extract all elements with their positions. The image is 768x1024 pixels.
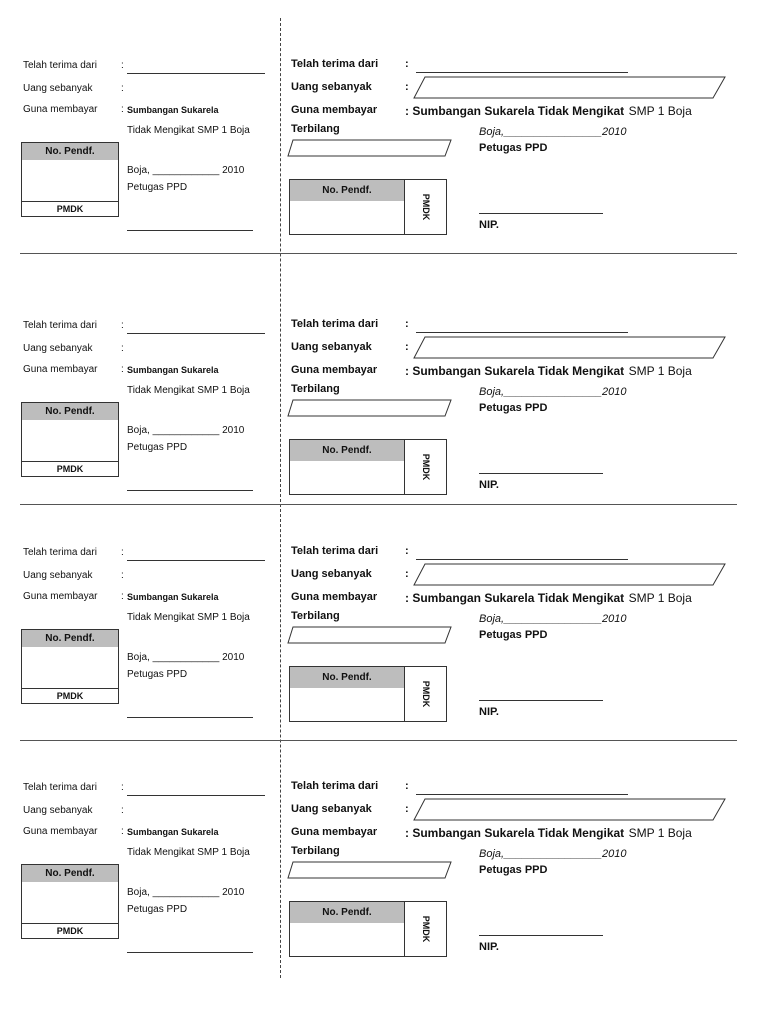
year: 2010 xyxy=(601,126,627,138)
stub-pmdk-label: PMDK xyxy=(22,461,118,476)
registration-box xyxy=(289,901,447,957)
stub-registration-box-header: No. Pendf. xyxy=(22,143,118,160)
stub-payment-for-label: Guna membayar xyxy=(23,591,98,602)
stub-received-from-field[interactable] xyxy=(127,73,265,74)
stub-received-from-field[interactable] xyxy=(127,333,265,334)
stub-purpose-line-1: Sumbangan Sukarela xyxy=(127,105,219,115)
stub-registration-box xyxy=(21,864,119,939)
stub-payment-for-label: Guna membayar xyxy=(23,104,98,115)
place-date xyxy=(479,848,626,860)
payment-for-label: Guna membayar xyxy=(291,826,378,838)
officer-label: Petugas PPD xyxy=(479,864,548,876)
stub-pmdk-label: PMDK xyxy=(22,688,118,703)
stub-colon: : xyxy=(121,570,124,581)
stub-place-date: Boja, ____________ 2010 xyxy=(127,887,245,898)
stub-pmdk-label: PMDK xyxy=(22,923,118,938)
registration-box xyxy=(289,179,447,235)
amount-label: Uang sebanyak xyxy=(291,803,372,815)
payment-purpose xyxy=(405,362,692,380)
officer-signature-line[interactable] xyxy=(479,700,603,701)
received-from-label: Telah terima dari xyxy=(291,780,379,792)
registration-box-header: No. Pendf. xyxy=(290,902,404,923)
pmdk-label: PMDK xyxy=(420,915,431,943)
payment-purpose-school: SMP 1 Boja xyxy=(628,364,692,378)
stub-received-from-label: Telah terima dari xyxy=(23,60,97,71)
stub-colon: : xyxy=(121,60,124,71)
payment-for-label: Guna membayar xyxy=(291,591,378,603)
stub-amount-label: Uang sebanyak xyxy=(23,805,93,816)
stub-received-from-field[interactable] xyxy=(127,795,265,796)
registration-box xyxy=(289,439,447,495)
in-words-label: Terbilang xyxy=(291,383,340,395)
year: 2010 xyxy=(601,848,627,860)
in-words-label: Terbilang xyxy=(291,845,340,857)
colon: : xyxy=(405,780,409,792)
stub-purpose-line-2: Tidak Mengikat SMP 1 Boja xyxy=(127,125,250,136)
in-words-field[interactable] xyxy=(287,861,453,880)
pmdk-label: PMDK xyxy=(420,680,431,708)
registration-box xyxy=(289,666,447,722)
place-name: Boja, xyxy=(479,386,505,398)
colon: : xyxy=(405,341,409,353)
stub-purpose-line-1: Sumbangan Sukarela xyxy=(127,592,219,602)
place-name: Boja, xyxy=(479,126,505,138)
amount-field[interactable] xyxy=(413,798,727,822)
colon: : xyxy=(405,318,409,330)
colon: : xyxy=(405,81,409,93)
payment-purpose xyxy=(405,824,692,842)
stub-received-from-label: Telah terima dari xyxy=(23,782,97,793)
cut-line-horizontal xyxy=(20,740,737,741)
officer-label: Petugas PPD xyxy=(479,402,548,414)
place-name: Boja, xyxy=(479,848,505,860)
payment-purpose xyxy=(405,102,692,120)
pmdk-column xyxy=(404,902,446,956)
stub-place-date: Boja, ____________ 2010 xyxy=(127,425,245,436)
pmdk-column xyxy=(404,667,446,721)
amount-label: Uang sebanyak xyxy=(291,81,372,93)
stub-signature-line[interactable] xyxy=(127,717,253,718)
stub-registration-box xyxy=(21,142,119,217)
pmdk-column xyxy=(404,440,446,494)
stub-place-date: Boja, ____________ 2010 xyxy=(127,652,245,663)
stub-pmdk-label: PMDK xyxy=(22,201,118,216)
registration-box-header: No. Pendf. xyxy=(290,440,404,461)
stub-colon: : xyxy=(121,547,124,558)
in-words-field[interactable] xyxy=(287,626,453,645)
stub-received-from-label: Telah terima dari xyxy=(23,547,97,558)
received-from-field[interactable] xyxy=(416,794,628,795)
in-words-field[interactable] xyxy=(287,399,453,418)
payment-for-label: Guna membayar xyxy=(291,364,378,376)
payment-purpose xyxy=(405,589,692,607)
stub-payment-for-label: Guna membayar xyxy=(23,364,98,375)
stub-officer-label: Petugas PPD xyxy=(127,182,188,193)
date-blank[interactable]: ________________ xyxy=(504,848,602,860)
received-from-label: Telah terima dari xyxy=(291,58,379,70)
place-date xyxy=(479,126,626,138)
received-from-field[interactable] xyxy=(416,332,628,333)
payment-purpose-school: SMP 1 Boja xyxy=(628,591,692,605)
amount-label: Uang sebanyak xyxy=(291,341,372,353)
nip-label: NIP. xyxy=(479,479,499,491)
stub-colon: : xyxy=(121,83,124,94)
cut-line-horizontal xyxy=(20,253,737,254)
year: 2010 xyxy=(601,386,627,398)
stub-payment-for-label: Guna membayar xyxy=(23,826,98,837)
stub-colon: : xyxy=(121,343,124,354)
stub-registration-box xyxy=(21,629,119,704)
colon: : xyxy=(405,58,409,70)
stub-amount-label: Uang sebanyak xyxy=(23,570,93,581)
colon: : xyxy=(405,803,409,815)
stub-officer-label: Petugas PPD xyxy=(127,669,188,680)
stub-colon: : xyxy=(121,826,124,837)
nip-label: NIP. xyxy=(479,219,499,231)
officer-label: Petugas PPD xyxy=(479,142,548,154)
payment-purpose-bold: : Sumbangan Sukarela Tidak Mengikat xyxy=(405,591,625,605)
stub-colon: : xyxy=(121,104,124,115)
stub-colon: : xyxy=(121,364,124,375)
stub-received-from-field[interactable] xyxy=(127,560,265,561)
colon: : xyxy=(405,568,409,580)
nip-label: NIP. xyxy=(479,706,499,718)
stub-registration-box-header: No. Pendf. xyxy=(22,403,118,420)
stub-officer-label: Petugas PPD xyxy=(127,442,188,453)
amount-label: Uang sebanyak xyxy=(291,568,372,580)
stub-place-date: Boja, ____________ 2010 xyxy=(127,165,245,176)
stub-signature-line[interactable] xyxy=(127,952,253,953)
payment-purpose-bold: : Sumbangan Sukarela Tidak Mengikat xyxy=(405,364,625,378)
received-from-field[interactable] xyxy=(416,559,628,560)
in-words-field[interactable] xyxy=(287,139,453,158)
pmdk-column xyxy=(404,180,446,234)
officer-signature-line[interactable] xyxy=(479,473,603,474)
amount-field[interactable] xyxy=(413,76,727,100)
stub-signature-line[interactable] xyxy=(127,490,253,491)
date-blank[interactable]: ________________ xyxy=(504,386,602,398)
date-blank[interactable]: ________________ xyxy=(504,126,602,138)
stub-amount-label: Uang sebanyak xyxy=(23,343,93,354)
place-date xyxy=(479,386,626,398)
received-from-label: Telah terima dari xyxy=(291,318,379,330)
stub-officer-label: Petugas PPD xyxy=(127,904,188,915)
officer-signature-line[interactable] xyxy=(479,213,603,214)
stub-colon: : xyxy=(121,782,124,793)
cut-line-horizontal xyxy=(20,504,737,505)
stub-registration-box-header: No. Pendf. xyxy=(22,630,118,647)
registration-box-header: No. Pendf. xyxy=(290,180,404,201)
officer-label: Petugas PPD xyxy=(479,629,548,641)
stub-purpose-line-1: Sumbangan Sukarela xyxy=(127,827,219,837)
year: 2010 xyxy=(601,613,627,625)
payment-purpose-school: SMP 1 Boja xyxy=(628,826,692,840)
place-name: Boja, xyxy=(479,613,505,625)
place-date xyxy=(479,613,626,625)
officer-signature-line[interactable] xyxy=(479,935,603,936)
date-blank[interactable]: ________________ xyxy=(504,613,602,625)
stub-signature-line[interactable] xyxy=(127,230,253,231)
received-from-field[interactable] xyxy=(416,72,628,73)
amount-field[interactable] xyxy=(413,563,727,587)
in-words-label: Terbilang xyxy=(291,610,340,622)
stub-colon: : xyxy=(121,805,124,816)
stub-purpose-line-2: Tidak Mengikat SMP 1 Boja xyxy=(127,612,250,623)
payment-purpose-bold: : Sumbangan Sukarela Tidak Mengikat xyxy=(405,104,625,118)
stub-purpose-line-2: Tidak Mengikat SMP 1 Boja xyxy=(127,847,250,858)
stub-registration-box-header: No. Pendf. xyxy=(22,865,118,882)
stub-colon: : xyxy=(121,591,124,602)
amount-field[interactable] xyxy=(413,336,727,360)
payment-purpose-school: SMP 1 Boja xyxy=(628,104,692,118)
received-from-label: Telah terima dari xyxy=(291,545,379,557)
stub-received-from-label: Telah terima dari xyxy=(23,320,97,331)
in-words-label: Terbilang xyxy=(291,123,340,135)
registration-box-header: No. Pendf. xyxy=(290,667,404,688)
payment-purpose-bold: : Sumbangan Sukarela Tidak Mengikat xyxy=(405,826,625,840)
stub-registration-box xyxy=(21,402,119,477)
nip-label: NIP. xyxy=(479,941,499,953)
stub-purpose-line-2: Tidak Mengikat SMP 1 Boja xyxy=(127,385,250,396)
colon: : xyxy=(405,545,409,557)
stub-amount-label: Uang sebanyak xyxy=(23,83,93,94)
cut-line-vertical xyxy=(280,18,281,978)
stub-colon: : xyxy=(121,320,124,331)
pmdk-label: PMDK xyxy=(420,453,431,481)
pmdk-label: PMDK xyxy=(420,193,431,221)
stub-purpose-line-1: Sumbangan Sukarela xyxy=(127,365,219,375)
payment-for-label: Guna membayar xyxy=(291,104,378,116)
